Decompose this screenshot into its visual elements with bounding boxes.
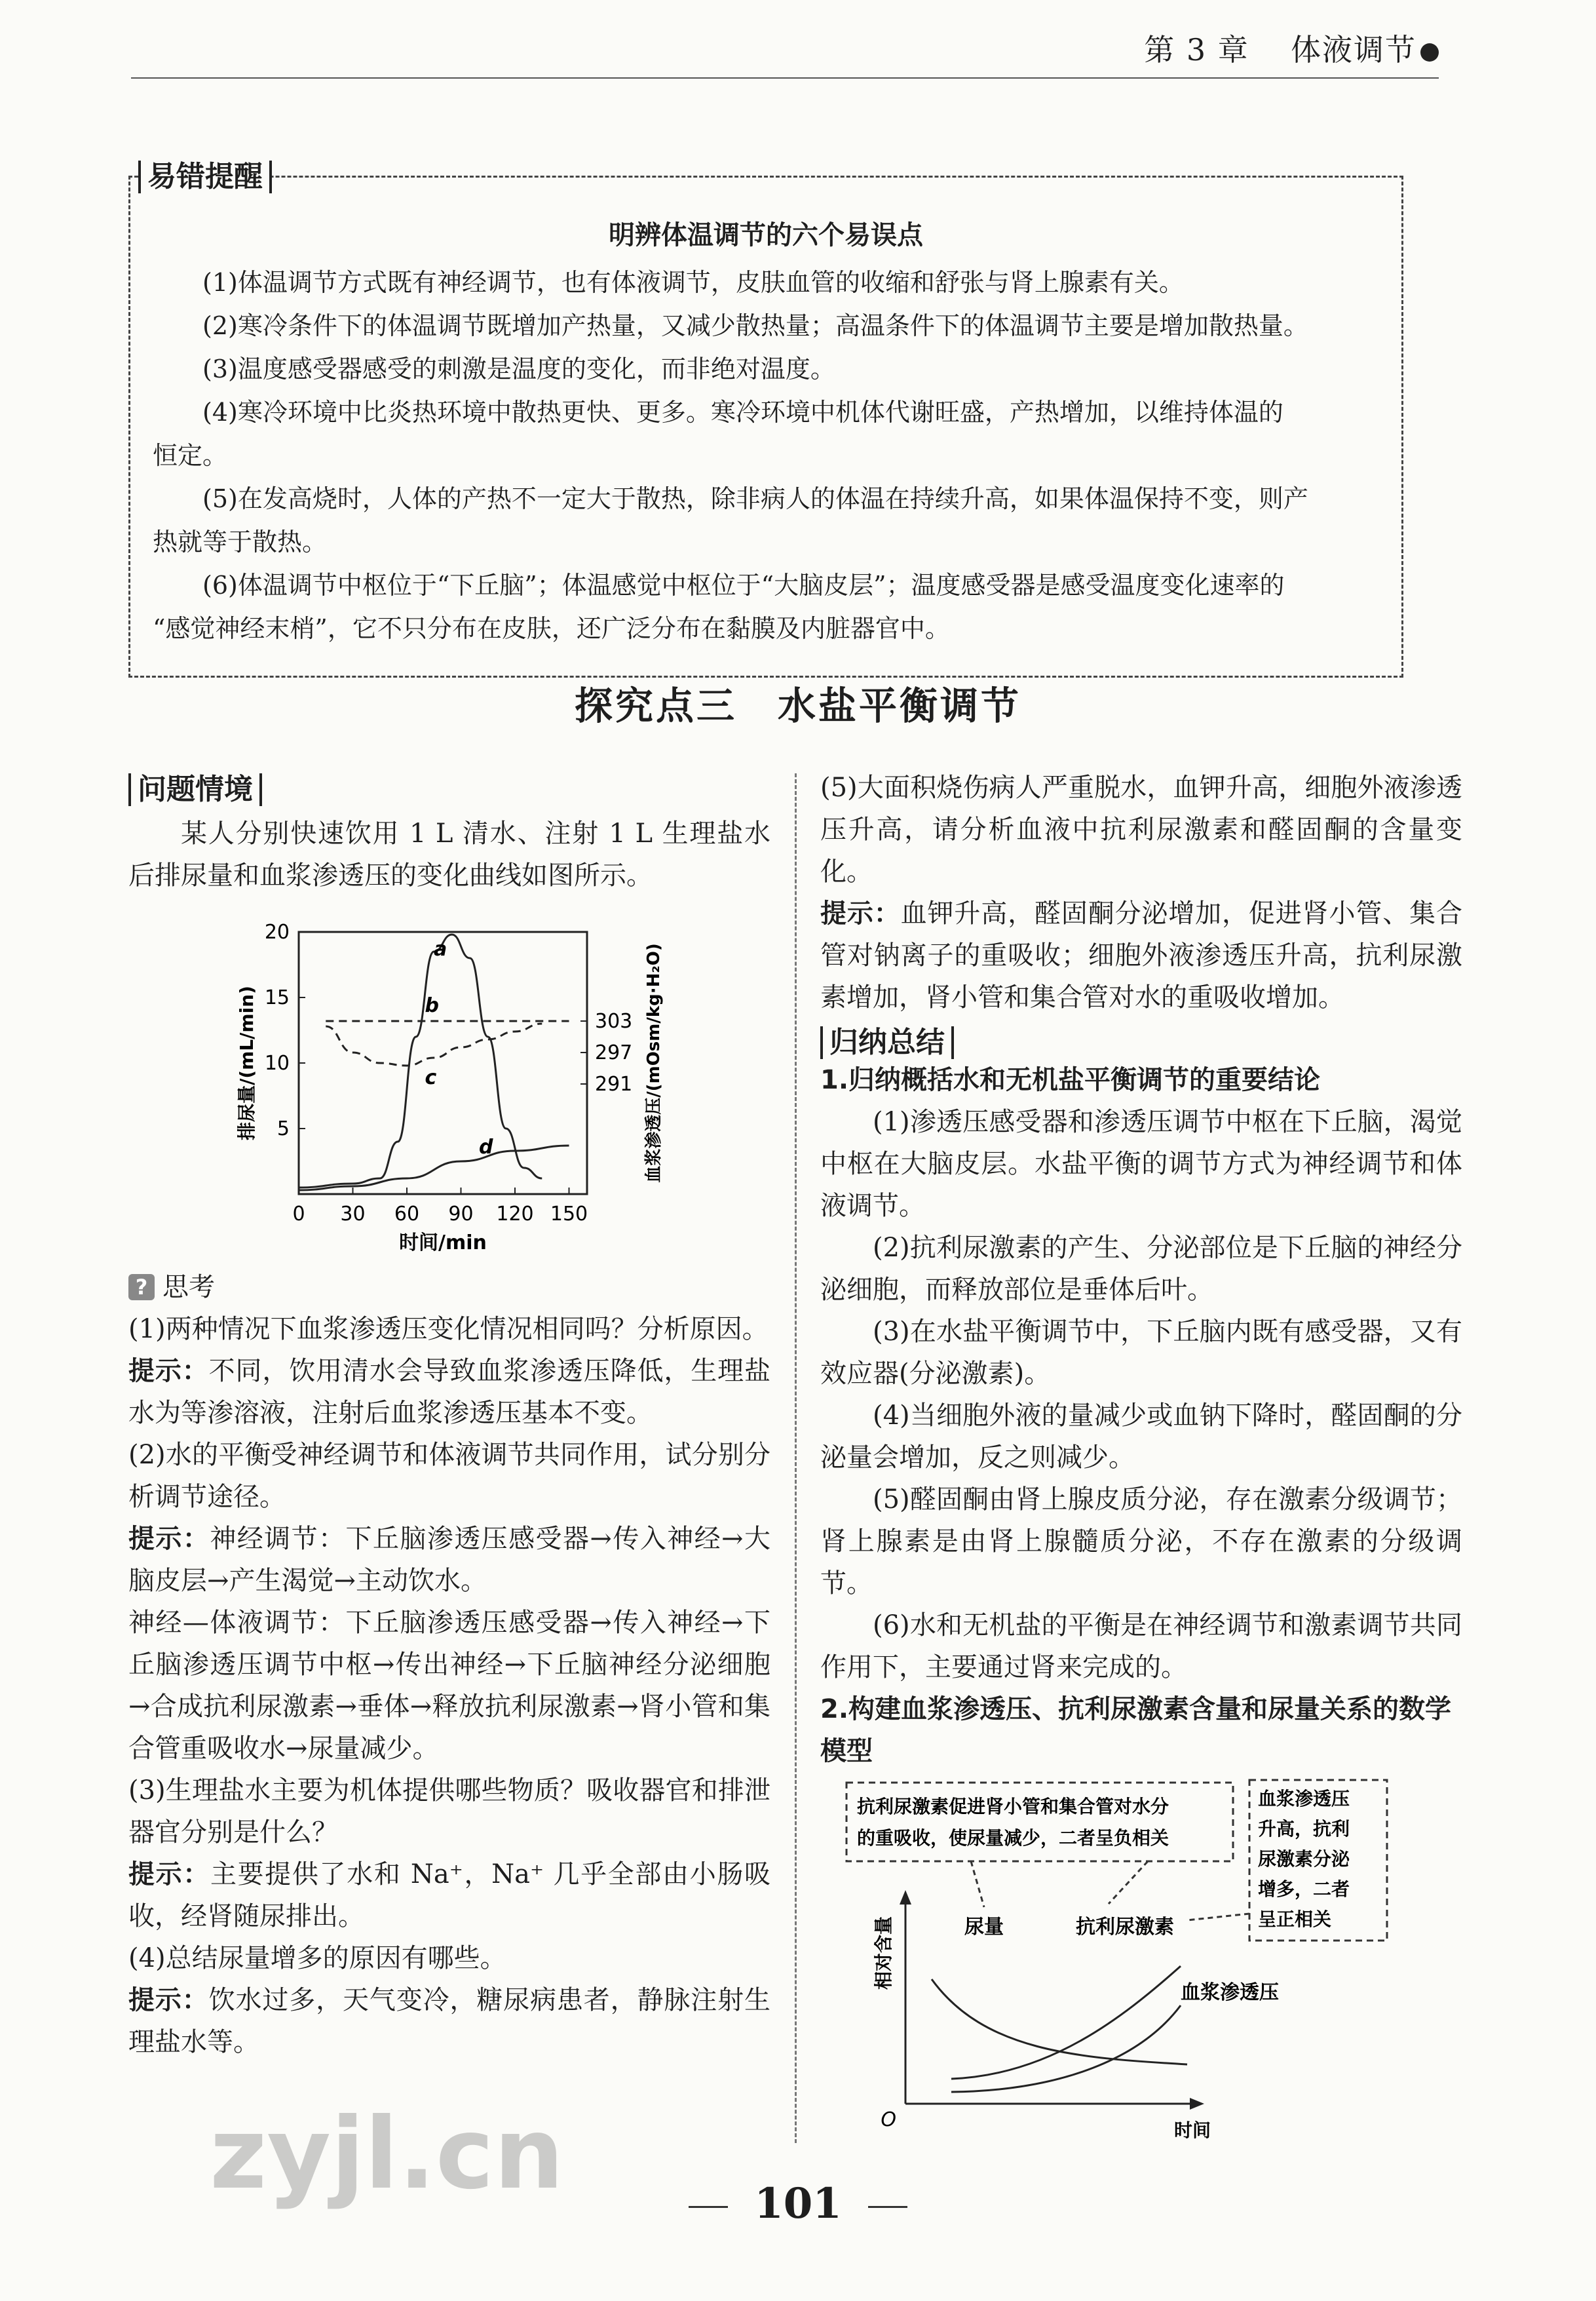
series-line-c (326, 1024, 542, 1066)
tip-line: “感觉神经末梢”，它不只分布在皮肤，还广泛分布在黏膜及内脏器官中。 (153, 614, 950, 643)
page-number-text: 101 (754, 2179, 842, 2228)
tip-line: 热就等于散热。 (153, 528, 328, 556)
header-divider (131, 77, 1439, 79)
annotation-connector (1109, 1861, 1148, 1904)
chapter-label: 第 3 章 (1144, 32, 1249, 68)
summary-heading-1: 1.归纳概括水和无机盐平衡调节的重要结论 (820, 1065, 1321, 1095)
question-text: (4)总结尿量增多的原因有哪些。 (128, 1943, 506, 1973)
annotation-text: 抗利尿激素促进肾小管和集合管对水分 (857, 1796, 1169, 1817)
annotation-text: 的重吸收，使尿量减少，二者呈负相关 (857, 1827, 1169, 1849)
bullet-icon (1420, 43, 1439, 62)
question-icon: ? (128, 1274, 155, 1300)
x-axis-label: 时间 (1174, 2119, 1211, 2141)
series-label: 尿量 (964, 1916, 1004, 1939)
summary-label: 归纳总结 (820, 1026, 954, 1059)
summary-point: (3)在水盐平衡调节中，下丘脑内既有感受器，又有效应器(分泌激素)。 (820, 1317, 1462, 1389)
answer-body: 血钾升高，醛固酮分泌增加，促进肾小管、集合管对钠离子的重吸收；细胞外液渗透压升高，抗利尿激素增加，肾小管和集合管对水的重吸收增加。 (820, 899, 1463, 1013)
tip-title: 明辨体温调节的六个易误点 (609, 220, 923, 250)
error-tip-box (128, 160, 1403, 678)
annotation-text: 增多，二者 (1258, 1878, 1350, 1900)
x-axis-label: 时间/min (399, 1231, 487, 1254)
problem-intro: 某人分别快速饮用 1 L 清水、注射 1 L 生理盐水后排尿量和血浆渗透压的变化曲线如图所示。 (128, 819, 770, 891)
answer-text (128, 1518, 770, 1602)
y2-tick-label: 303 (595, 1010, 633, 1033)
math-model-chart (820, 1776, 1462, 2143)
y2-tick-label: 297 (595, 1041, 633, 1064)
series-label-c: c (425, 1066, 437, 1089)
tip-line: (1)体温调节方式既有神经调节，也有体液调节，皮肤血管的收缩和舒张与肾上腺素有关。 (202, 268, 1184, 297)
series-label-d: d (479, 1136, 493, 1159)
answer-text (128, 1979, 770, 2063)
summary-heading-2: 2.构建血浆渗透压、抗利尿激素含量和尿量关系的数学模型 (820, 1694, 1452, 1766)
annotation-connector (1187, 1914, 1249, 1920)
summary-point: (4)当细胞外液的量减少或血钠下降时，醛固酮的分泌量会增加，反之则减少。 (820, 1401, 1462, 1473)
tip-line: (5)在发高烧时，人体的产热不一定大于散热，除非病人的体温在持续升高，如果体温保持不变，则产 (202, 484, 1308, 513)
annotation-text: 尿激素分泌 (1258, 1848, 1350, 1870)
y-tick-label: 10 (264, 1052, 290, 1075)
series-label: 抗利尿激素 (1076, 1916, 1174, 1939)
right-column (820, 767, 1462, 2143)
hint-label: 提示： (128, 1985, 209, 2015)
section-title: 探究点三 水盐平衡调节 (574, 684, 1021, 728)
y-tick-label: 15 (264, 986, 290, 1009)
question-text: (2)水的平衡受神经调节和体液调节共同作用，试分别分析调节途径。 (128, 1440, 770, 1512)
summary-point: (2)抗利尿激素的产生、分泌部位是下丘脑的神经分泌细胞，而释放部位是垂体后叶。 (820, 1233, 1462, 1305)
x-axis-arrow (1190, 2098, 1204, 2110)
answer-body: 主要提供了水和 Na⁺，Na⁺ 几乎全部由小肠吸收，经肾随尿排出。 (128, 1859, 770, 1931)
question-text: (3)生理盐水主要为机体提供哪些物质？吸收器官和排泄器官分别是什么？ (128, 1775, 770, 1847)
annotation-text: 血浆渗透压 (1258, 1788, 1350, 1809)
tip-label: 易错提醒 (138, 161, 272, 193)
answer-body: 不同，饮用清水会导致血浆渗透压降低，生理盐水为等渗溶液，注射后血浆渗透压基本不变。 (128, 1356, 771, 1428)
annotation-text: 呈正相关 (1258, 1908, 1332, 1930)
y-axis-arrow (900, 1890, 911, 1905)
answer-body: 神经调节：下丘脑渗透压感受器→传入神经→大脑皮层→产生渴觉→主动饮水。 (128, 1524, 771, 1596)
hint-label: 提示： (820, 899, 901, 929)
answer-text (128, 1350, 770, 1434)
page-rule (689, 2206, 728, 2208)
x-tick-label: 90 (448, 1203, 474, 1226)
problem-label: 问题情境 (128, 773, 262, 806)
column-divider (795, 773, 797, 2143)
summary-point: (6)水和无机盐的平衡是在神经调节和激素调节共同作用下，主要通过肾来完成的。 (820, 1610, 1462, 1682)
annotation-box (846, 1783, 1233, 1861)
tip-line: (2)寒冷条件下的体温调节既增加产热量，又减少散热量；高温条件下的体温调节主要是增加散热量。 (202, 311, 1308, 340)
page-rule (868, 2206, 907, 2208)
tip-line: 恒定。 (153, 441, 228, 470)
watermark: zyjl.cn (210, 2097, 564, 2211)
urine-osmolarity-chart (128, 906, 770, 1260)
y2-axis-label: 血浆渗透压/(mOsm/kg·H₂O) (644, 943, 664, 1183)
x-tick-label: 120 (496, 1203, 534, 1226)
annotation-text: 升高，抗利 (1258, 1818, 1350, 1840)
tip-line: (3)温度感受器感受的刺激是温度的变化，而非绝对温度。 (202, 355, 835, 383)
question-text: (1)两种情况下血浆渗透压变化情况相同吗？分析原因。 (128, 1314, 769, 1344)
hint-label: 提示： (128, 1524, 210, 1554)
y2-tick-label: 291 (595, 1073, 633, 1096)
think-label: 思考 (162, 1272, 215, 1302)
question-text: (5)大面积烧伤病人严重脱水，血钾升高，细胞外液渗透压升高，请分析血液中抗利尿激素和醛固酮的含量变化。 (820, 773, 1462, 887)
x-tick-label: 60 (394, 1203, 420, 1226)
tip-line: (4)寒冷环境中比炎热环境中散热更快、更多。寒冷环境中机体代谢旺盛，产热增加，以维持体温的 (202, 398, 1283, 427)
answer-text: 神经—体液调节：下丘脑渗透压感受器→传入神经→下丘脑渗透压调节中枢→传出神经→下丘脑神经分泌细胞→合成抗利尿激素→垂体→释放抗利尿激素→肾小管和集合管重吸收水→尿量减少。 (128, 1608, 770, 1764)
annotation-connector (971, 1861, 984, 1907)
x-tick-label: 30 (340, 1203, 366, 1226)
x-tick-label: 0 (292, 1203, 305, 1226)
chapter-title: 体液调节 (1291, 32, 1416, 68)
answer-body: 饮水过多，天气变冷，糖尿病患者，静脉注射生理盐水等。 (128, 1985, 771, 2057)
plot-frame (299, 932, 587, 1194)
series-label: 血浆渗透压 (1181, 1981, 1279, 2004)
hint-label: 提示： (128, 1356, 209, 1386)
summary-point: (1)渗透压感受器和渗透压调节中枢在下丘脑，渴觉中枢在大脑皮层。水盐平衡的调节方式为神经调节和体液调节。 (820, 1107, 1462, 1221)
series-label-a: a (434, 938, 447, 961)
y-axis-label: 相对含量 (873, 1916, 894, 1990)
hint-label: 提示： (128, 1859, 210, 1889)
y-axis-label: 排尿量/(mL/min) (236, 986, 257, 1140)
y-tick-label: 20 (264, 921, 290, 944)
x-tick-label: 150 (550, 1203, 588, 1226)
answer-text (820, 893, 1462, 1018)
think-heading (128, 1266, 770, 1308)
y-tick-label: 5 (276, 1117, 290, 1140)
series-label-b: b (425, 994, 439, 1017)
origin-label: O (881, 2108, 896, 2131)
summary-point: (5)醛固酮由肾上腺皮质分泌，存在激素分级调节；肾上腺素是由肾上腺髓质分泌，不存在激素的分级调节。 (820, 1484, 1462, 1598)
answer-text (128, 1853, 770, 1937)
left-column (128, 773, 770, 2063)
tip-line: (6)体温调节中枢位于“下丘脑”；体温感觉中枢位于“大脑皮层”；温度感受器是感受温度变化速率的 (202, 571, 1285, 600)
page-header (1144, 26, 1439, 69)
